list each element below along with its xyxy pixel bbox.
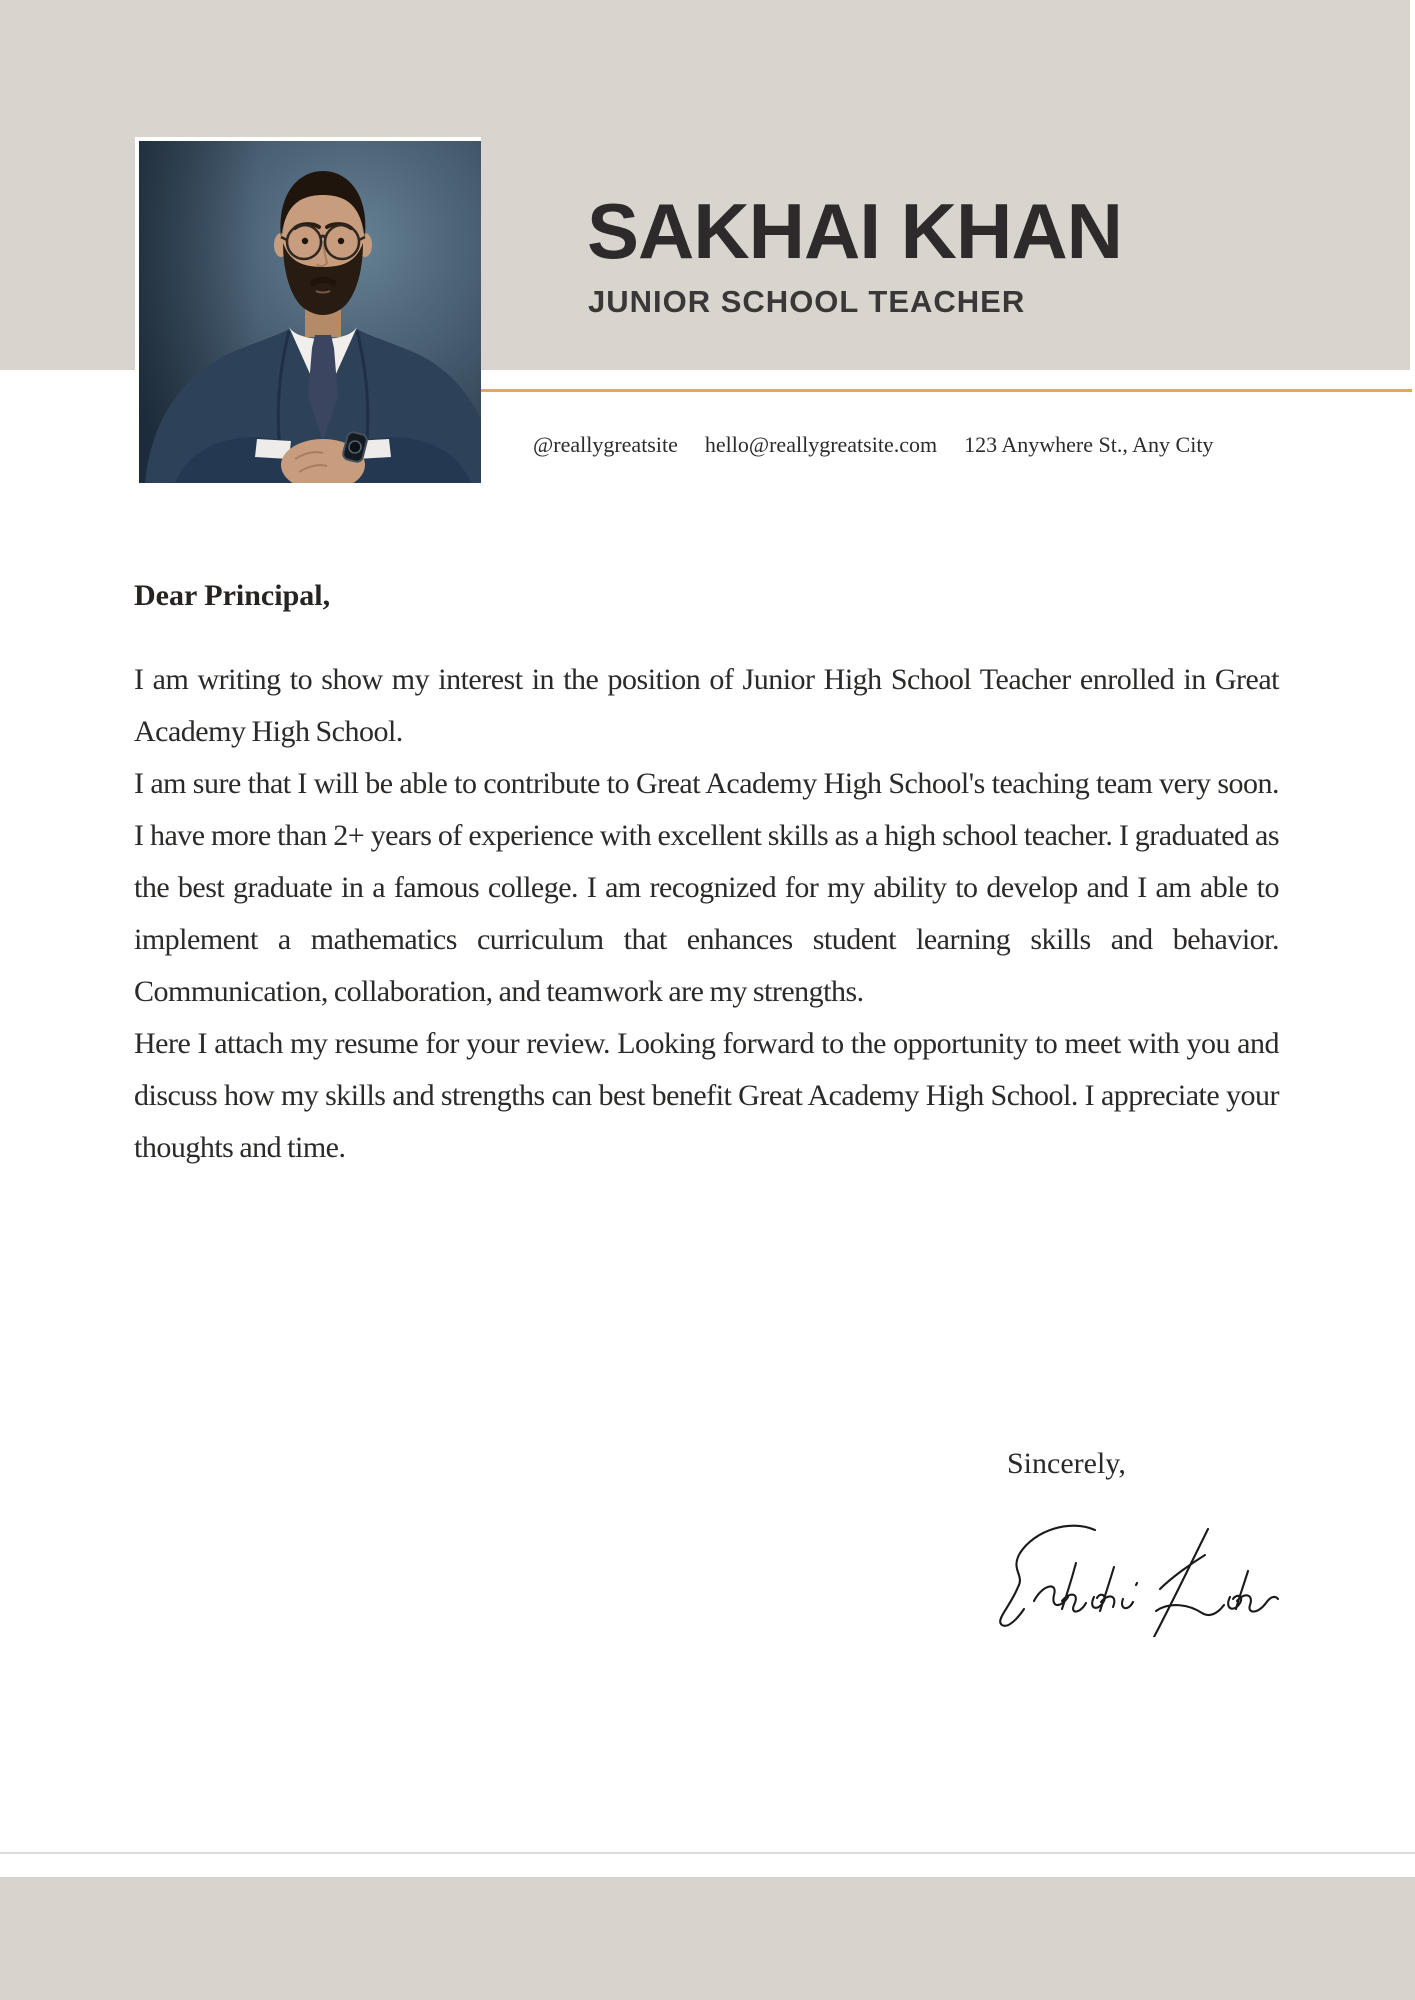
person-name: SAKHAI KHAN [587,187,1122,275]
profile-photo-illustration [139,141,481,483]
job-title: JUNIOR SCHOOL TEACHER [588,284,1026,319]
page-divider-line [0,1852,1415,1854]
contact-row [533,432,1213,458]
closing-sincerely: Sincerely, [1007,1447,1126,1480]
letter-paragraph: Here I attach my resume for your review. Looking forward to the opportunity to meet with you and discuss how my skills and strengths can best benefit Great Academy High School. I appreciate your thoughts and time. [134,1027,1279,1164]
salutation: Dear Principal, [134,579,331,612]
profile-photo [135,137,481,483]
letter-body [134,654,1279,1174]
handwritten-signature [990,1515,1282,1637]
contact-address: 123 Anywhere St., Any City [964,432,1214,457]
signature-strokes [990,1515,1282,1637]
letter-paragraph: I am writing to show my interest in the position of Junior High School Teacher enrolled in Great Academy High School. [134,663,1279,748]
letter-paragraph: I am sure that I will be able to contribute to Great Academy High School's teaching team very soon. I have more than 2+ years of experience with excellent skills as a high school teacher. I graduated as the best graduate in a famous college. I am recognized for my ability to develop and I am able to implement a mathematics curriculum that enhances student learning skills and behavior. Communication, collaboration, and teamwork are my strengths. [134,767,1279,1008]
contact-email: hello@reallygreatsite.com [704,432,938,457]
header-accent-line [481,389,1412,392]
contact-social: @reallygreatsite [533,432,678,457]
footer-band [0,1877,1415,2000]
